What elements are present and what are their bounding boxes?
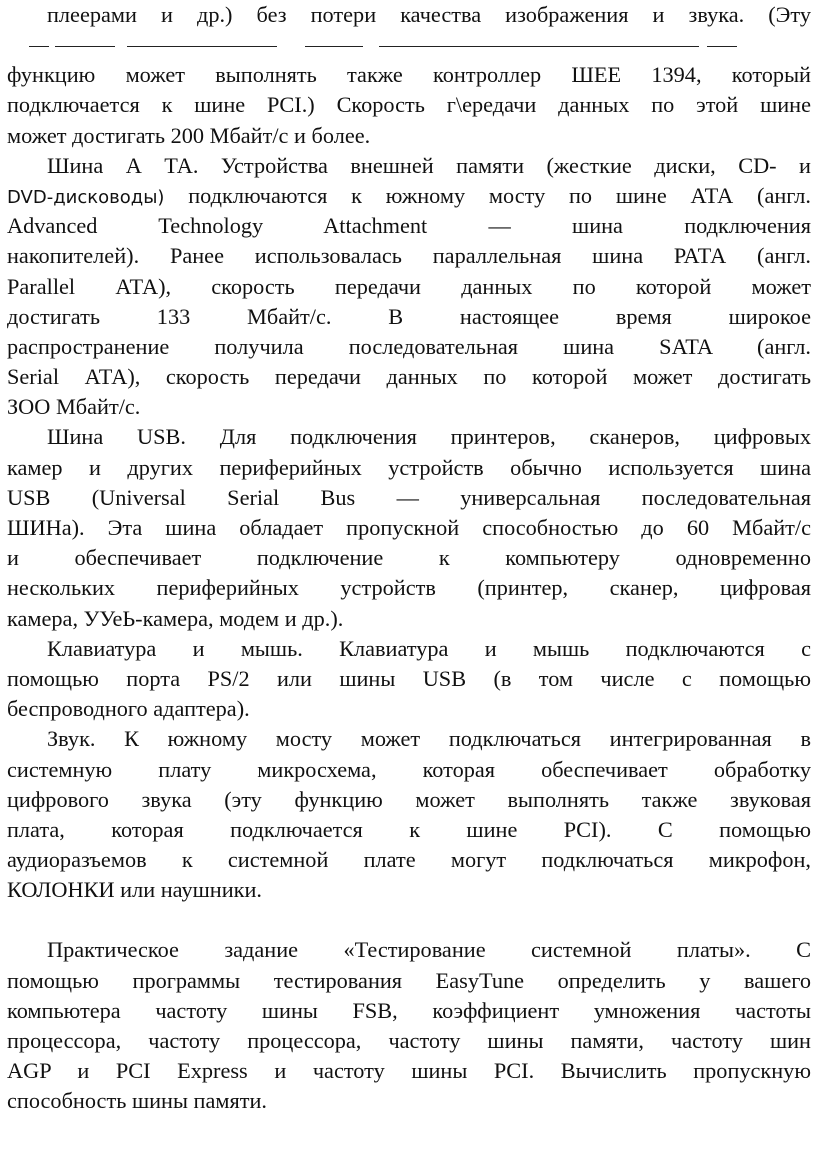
text-line: беспроводного адаптера). bbox=[7, 696, 250, 722]
paragraph-gap bbox=[7, 905, 811, 935]
text-line: нескольких периферийных устройств (принтер, сканер, цифровая bbox=[7, 575, 811, 601]
text-line: КОЛОНКИ или наушники. bbox=[7, 877, 262, 903]
text-line: подключается к шине PCI.) Скорость г\ередачи данных по этой шине bbox=[7, 92, 811, 118]
text-line: цифрового звука (эту функцию может выполнять также звуковая bbox=[7, 786, 811, 812]
document-page bbox=[7, 0, 811, 1117]
text-line: Звук. К южному мосту может подключаться интегрированная в bbox=[47, 726, 811, 752]
text-line: распространение получила последовательная шина SATA (англ. bbox=[7, 333, 811, 359]
text-line: накопителей). Ранее использовалась параллельная шина РАТА (англ. bbox=[7, 243, 811, 269]
text-line: Serial АТА), скорость передачи данных по которой может достигать bbox=[7, 364, 811, 390]
text-line: камер и других периферийных устройств обычно используется шина bbox=[7, 454, 811, 480]
text-line: Клавиатура и мышь. Клавиатура и мышь подключаются с bbox=[47, 635, 811, 661]
text-line: помощью программы тестирования EasyTune определить у вашего bbox=[7, 967, 811, 993]
text-line: Шина USB. Для подключения принтеров, сканеров, цифровых bbox=[47, 424, 811, 450]
text-line: может достигать 200 Мбайт/с и более. bbox=[7, 122, 371, 148]
text-line: ЗОО Мбайт/с. bbox=[7, 394, 141, 420]
inline-sans-text: DVD-дисководы) bbox=[7, 186, 165, 208]
text-line: ШИНа). Эта шина обладает пропускной способностью до 60 Мбайт/с bbox=[7, 515, 811, 540]
text-line: AGP и PCI Express и частоту шины PCI. Вычислить пропускную bbox=[7, 1058, 811, 1084]
text-line: плеерами и др.) без потери качества изображения и звука. (Эту bbox=[47, 2, 811, 27]
text-line: Практическое задание «Тестирование системной платы». С bbox=[47, 937, 811, 963]
text-line: системную плату микросхема, которая обеспечивает обработку bbox=[7, 756, 811, 782]
text-line: Parallel АТА), скорость передачи данных по которой может bbox=[7, 273, 811, 299]
scan-artifact-rule bbox=[7, 30, 811, 60]
text-line: способность шины памяти. bbox=[7, 1088, 267, 1114]
rule-segment bbox=[707, 46, 737, 47]
text-line: процессора, частоту процессора, частоту шины памяти, частоту шин bbox=[7, 1028, 811, 1053]
rule-segment bbox=[305, 46, 363, 47]
text-line: Advanced Technology Attachment — шина подключения bbox=[7, 213, 811, 239]
text-line: аудиоразъемов к системной плате могут подключаться микрофон, bbox=[7, 847, 811, 873]
text-line: камера, УУеЬ-камера, модем и др.). bbox=[7, 605, 344, 631]
text-line: функцию может выполнять также контроллер ШЕЕ 1394, который bbox=[7, 62, 811, 88]
text-line: USB (Universal Serial Bus — универсальная последовательная bbox=[7, 484, 811, 510]
text-line: достигать 133 Мбайт/с. В настоящее время широкое bbox=[7, 303, 811, 329]
inline-text: подключаются к южному мосту по шине АТА (англ. bbox=[164, 182, 811, 208]
text-line: помощью порта PS/2 или шины USB (в том числе с помощью bbox=[7, 665, 811, 691]
text-line: и обеспечивает подключение к компьютеру одновременно bbox=[7, 545, 811, 571]
rule-segment bbox=[127, 46, 277, 47]
text-line: Шина А ТА. Устройства внешней памяти (жесткие диски, CD- и bbox=[47, 152, 811, 178]
text-line: компьютера частоту шины FSB, коэффициент умножения частоты bbox=[7, 997, 811, 1023]
text-line bbox=[7, 181, 811, 211]
rule-segment bbox=[55, 46, 115, 47]
rule-segment bbox=[379, 46, 699, 47]
rule-segment bbox=[29, 46, 49, 47]
text-line: плата, которая подключается к шине PCI). С помощью bbox=[7, 816, 811, 842]
